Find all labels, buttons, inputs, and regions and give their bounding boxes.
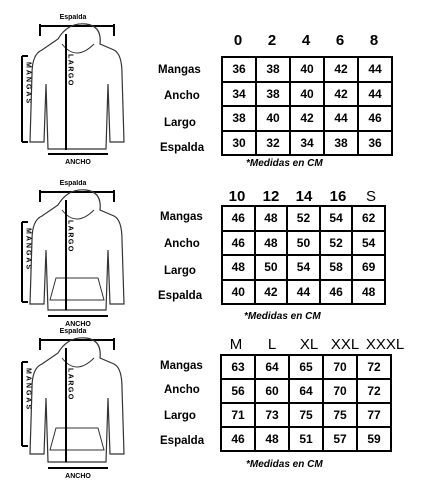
size-header: 2 [267, 32, 277, 49]
mangas-label: MANGAS [24, 62, 32, 106]
size-header: L [267, 336, 277, 353]
table-cell: 46 [358, 106, 392, 131]
table-cell: 54 [352, 231, 385, 256]
table-cell: 73 [255, 403, 289, 427]
row-label-espalda: Espalda [158, 290, 203, 302]
table-cell: 65 [289, 355, 323, 379]
table-cell: 42 [290, 106, 324, 131]
units-note: *Medidas en CM [244, 311, 321, 322]
table-cell: 59 [357, 427, 391, 451]
table-cell: 32 [256, 131, 290, 156]
table-cell: 57 [323, 427, 357, 451]
units-note: *Medidas en CM [246, 158, 323, 169]
table-cell: 56 [221, 379, 255, 403]
table-cell: 75 [323, 403, 357, 427]
size-header: 12 [262, 188, 280, 205]
size-header: 14 [295, 188, 313, 205]
table-cell: 60 [255, 379, 289, 403]
table-cell: 40 [290, 57, 324, 82]
row-label-ancho: Ancho [164, 90, 200, 102]
row-label-largo: Largo [164, 117, 196, 129]
table-cell: 54 [287, 255, 320, 280]
hoodie-diagram [18, 328, 136, 480]
size-header: 0 [233, 32, 243, 49]
row-label-ancho: Ancho [164, 238, 200, 250]
table-cell: 70 [323, 379, 357, 403]
table-cell: 72 [357, 379, 391, 403]
row-label-largo: Largo [164, 265, 196, 277]
size-table [221, 56, 393, 156]
table-cell: 44 [287, 280, 320, 305]
table-cell: 63 [221, 355, 255, 379]
table-cell: 44 [324, 106, 358, 131]
table-cell: 58 [320, 255, 353, 280]
size-header: 6 [335, 32, 345, 49]
table-cell: 75 [289, 403, 323, 427]
table-cell: 40 [290, 82, 324, 107]
hoodie-diagram [18, 14, 136, 164]
table-cell: 48 [255, 427, 289, 451]
hoodie-diagram [18, 180, 136, 330]
size-header: 4 [301, 32, 311, 49]
row-label-espalda: Espalda [160, 142, 205, 154]
table-cell: 34 [222, 82, 256, 107]
row-label-espalda: Espalda [160, 435, 205, 447]
size-header: XXL [330, 336, 360, 353]
units-note: *Medidas en CM [246, 459, 323, 470]
size-header: M [229, 336, 243, 353]
table-cell: 46 [222, 206, 255, 231]
table-cell: 40 [222, 280, 255, 305]
table-cell: 77 [357, 403, 391, 427]
table-cell: 48 [255, 231, 288, 256]
size-table [220, 354, 392, 452]
table-cell: 42 [324, 82, 358, 107]
row-label-mangas: Mangas [158, 64, 201, 76]
table-cell: 42 [324, 57, 358, 82]
table-cell: 36 [358, 131, 392, 156]
table-cell: 71 [221, 403, 255, 427]
table-cell: 34 [290, 131, 324, 156]
table-cell: 54 [320, 206, 353, 231]
table-cell: 40 [256, 106, 290, 131]
table-cell: 48 [352, 280, 385, 305]
row-label-ancho: Ancho [164, 384, 200, 396]
row-label-largo: Largo [164, 410, 196, 422]
espalda-label: Espalda [59, 14, 87, 21]
size-header: 8 [369, 32, 379, 49]
row-label-mangas: Mangas [160, 360, 203, 372]
size-header: 10 [228, 188, 246, 205]
row-label-mangas: Mangas [160, 211, 203, 223]
table-cell: 38 [256, 82, 290, 107]
table-cell: 30 [222, 131, 256, 156]
size-header: XL [299, 336, 319, 353]
table-cell: 48 [255, 206, 288, 231]
table-cell: 69 [352, 255, 385, 280]
table-cell: 48 [222, 255, 255, 280]
table-cell: 38 [222, 106, 256, 131]
ancho-label: ANCHO [65, 159, 91, 164]
table-cell: 44 [358, 57, 392, 82]
table-cell: 64 [289, 379, 323, 403]
size-table [221, 205, 386, 305]
ancho-label: ANCHO [65, 321, 91, 328]
table-cell: 36 [222, 57, 256, 82]
espalda-label: Espalda [59, 180, 87, 187]
size-header: XXXL [365, 336, 405, 353]
table-cell: 38 [324, 131, 358, 156]
table-cell: 64 [255, 355, 289, 379]
espalda-label: Espalda [59, 328, 87, 335]
size-chart-section-3 [0, 328, 428, 500]
ancho-label: ANCHO [65, 473, 91, 480]
size-chart-section-1 [0, 0, 428, 170]
table-cell: 52 [287, 206, 320, 231]
largo-label: LARGO [66, 220, 74, 253]
size-header: S [365, 188, 376, 205]
table-cell: 50 [255, 255, 288, 280]
table-cell: 50 [287, 231, 320, 256]
mangas-label: MANGAS [24, 368, 32, 412]
table-cell: 62 [352, 206, 385, 231]
table-cell: 72 [357, 355, 391, 379]
table-cell: 42 [255, 280, 288, 305]
table-cell: 46 [222, 231, 255, 256]
table-cell: 51 [289, 427, 323, 451]
table-cell: 52 [320, 231, 353, 256]
table-cell: 70 [323, 355, 357, 379]
largo-label: LARGO [66, 368, 74, 401]
size-header: 16 [329, 188, 347, 205]
table-cell: 46 [320, 280, 353, 305]
table-cell: 44 [358, 82, 392, 107]
largo-label: LARGO [66, 54, 74, 87]
table-cell: 46 [221, 427, 255, 451]
size-chart-section-2 [0, 168, 428, 328]
mangas-label: MANGAS [24, 228, 32, 272]
table-cell: 38 [256, 57, 290, 82]
